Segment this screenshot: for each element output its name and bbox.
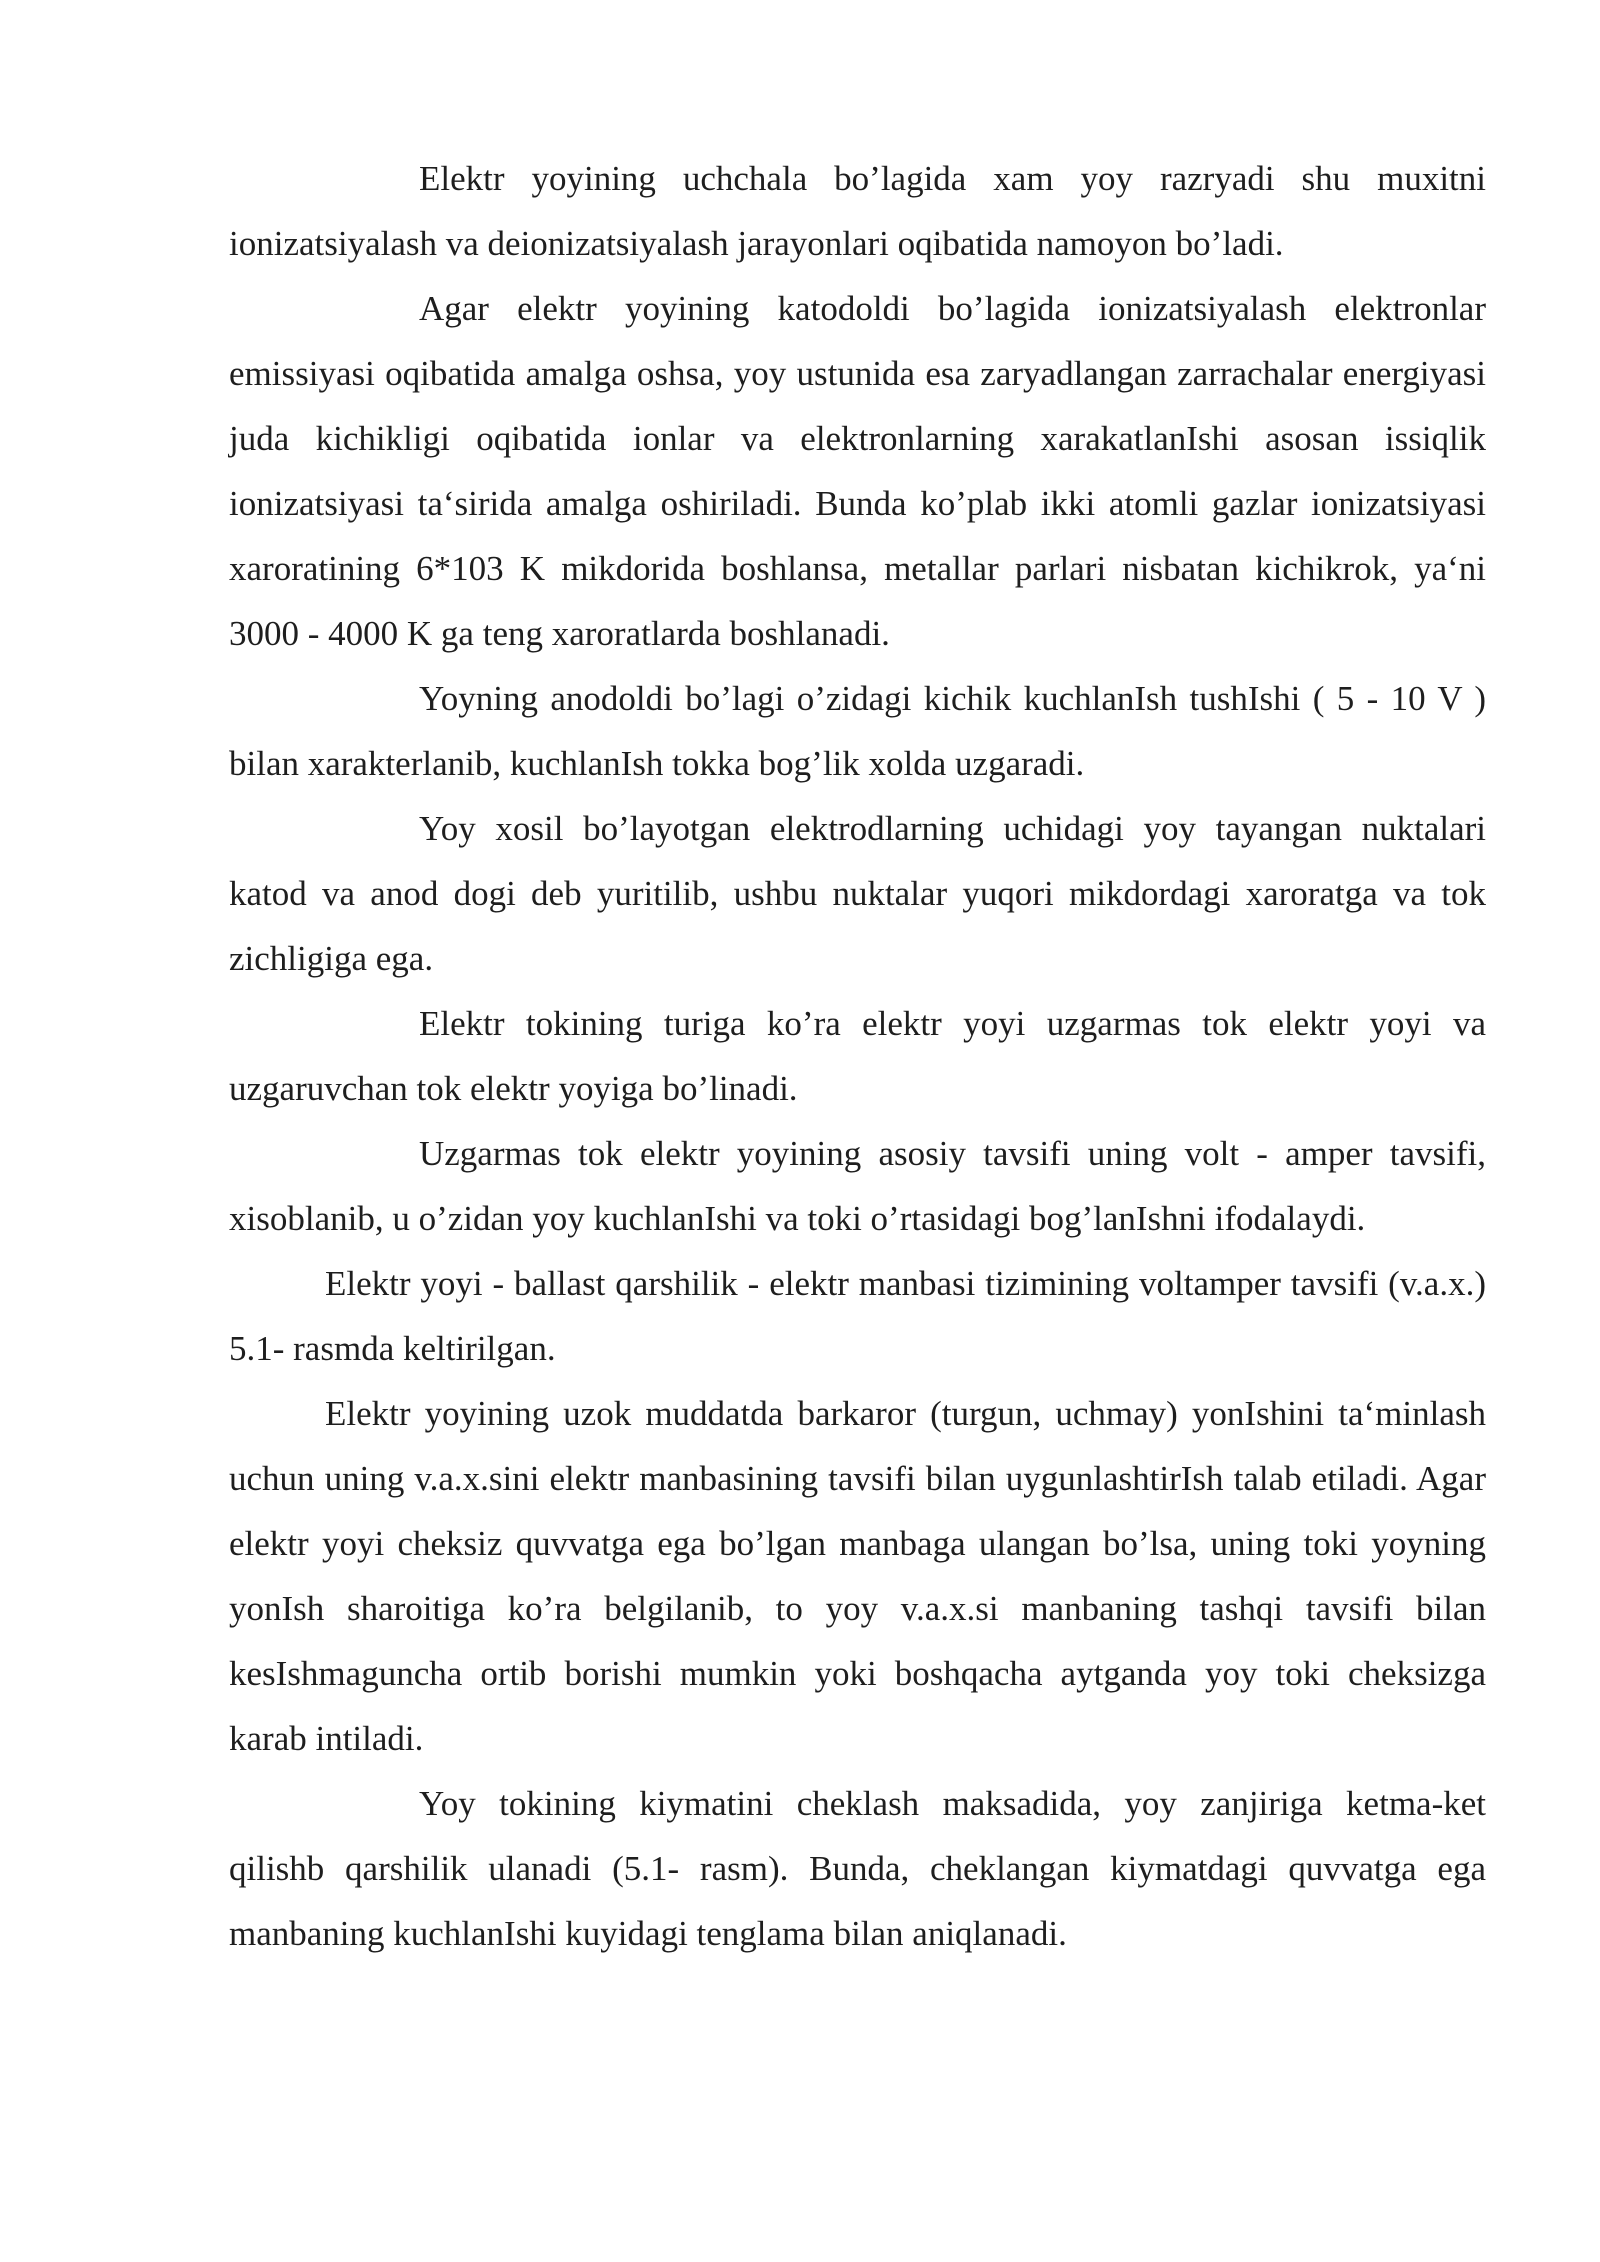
paragraph: Agar elektr yoyining katodoldi bo’lagida ionizatsiyalash elektronlar emissiyasi oqibatida amalga oshsa, yoy ustunida esa zaryadlangan zarrachalar energiyasi juda kichikligi oqibatida ionlar va elektronlarning xarakatlanIshi asosan issiqlik ionizatsiyasi ta‘sirida amalga oshiriladi. Bunda ko’plab ikki atomli gazlar ionizatsiyasi xaroratining 6*103 K mikdorida boshlansa, metallar parlari nisbatan kichikrok, ya‘ni 3000 - 4000 K ga teng xaroratlarda boshlanadi. <box>229 289 1486 653</box>
paragraph: Elektr yoyining uchchala bo’lagida xam yoy razryadi shu muxitni ionizatsiyalash va deionizatsiyalash jarayonlari oqibatida namoyon bo’ladi. <box>229 159 1486 263</box>
paragraph: Yoyning anodoldi bo’lagi o’zidagi kichik kuchlanIsh tushIshi ( 5 - 10 V ) bilan xarakterlanib, kuchlanIsh tokka bog’lik xolda uzgaradi. <box>229 679 1486 783</box>
paragraph: Uzgarmas tok elektr yoyining asosiy tavsifi uning volt - amper tavsifi, xisoblanib, u o’zidan yoy kuchlanIshi va toki o’rtasidagi bog’lanIshni ifodalaydi. <box>229 1134 1486 1238</box>
document-body <box>229 146 1486 1966</box>
paragraph: Elektr tokining turiga ko’ra elektr yoyi uzgarmas tok elektr yoyi va uzgaruvchan tok elektr yoyiga bo’linadi. <box>229 1004 1486 1108</box>
paragraph: Yoy tokining kiymatini cheklash maksadida, yoy zanjiriga ketma-ket qilishb qarshilik ulanadi (5.1- rasm). Bunda, cheklangan kiymatdagi quvvatga ega manbaning kuchlanIshi kuyidagi tenglama bilan aniqlanadi. <box>229 1784 1486 1953</box>
paragraph: Elektr yoyi - ballast qarshilik - elektr manbasi tizimining voltamper tavsifi (v.a.x.) 5.1- rasmda keltirilgan. <box>229 1264 1486 1368</box>
paragraph: Elektr yoyining uzok muddatda barkaror (turgun, uchmay) yonIshini ta‘minlash uchun uning v.a.x.sini elektr manbasining tavsifi bilan uygunlashtirIsh talab etiladi. Agar elektr yoyi cheksiz quvvatga ega bo’lgan manbaga ulangan bo’lsa, uning toki yoyning yonIsh sharoitiga ko’ra belgilanib, to yoy v.a.x.si manbaning tashqi tavsifi bilan kesIshmaguncha ortib borishi mumkin yoki boshqacha aytganda yoy toki cheksizga karab intiladi. <box>229 1394 1486 1758</box>
paragraph: Yoy xosil bo’layotgan elektrodlarning uchidagi yoy tayangan nuktalari katod va anod dogi deb yuritilib, ushbu nuktalar yuqori mikdordagi xaroratga va tok zichligiga ega. <box>229 809 1486 978</box>
